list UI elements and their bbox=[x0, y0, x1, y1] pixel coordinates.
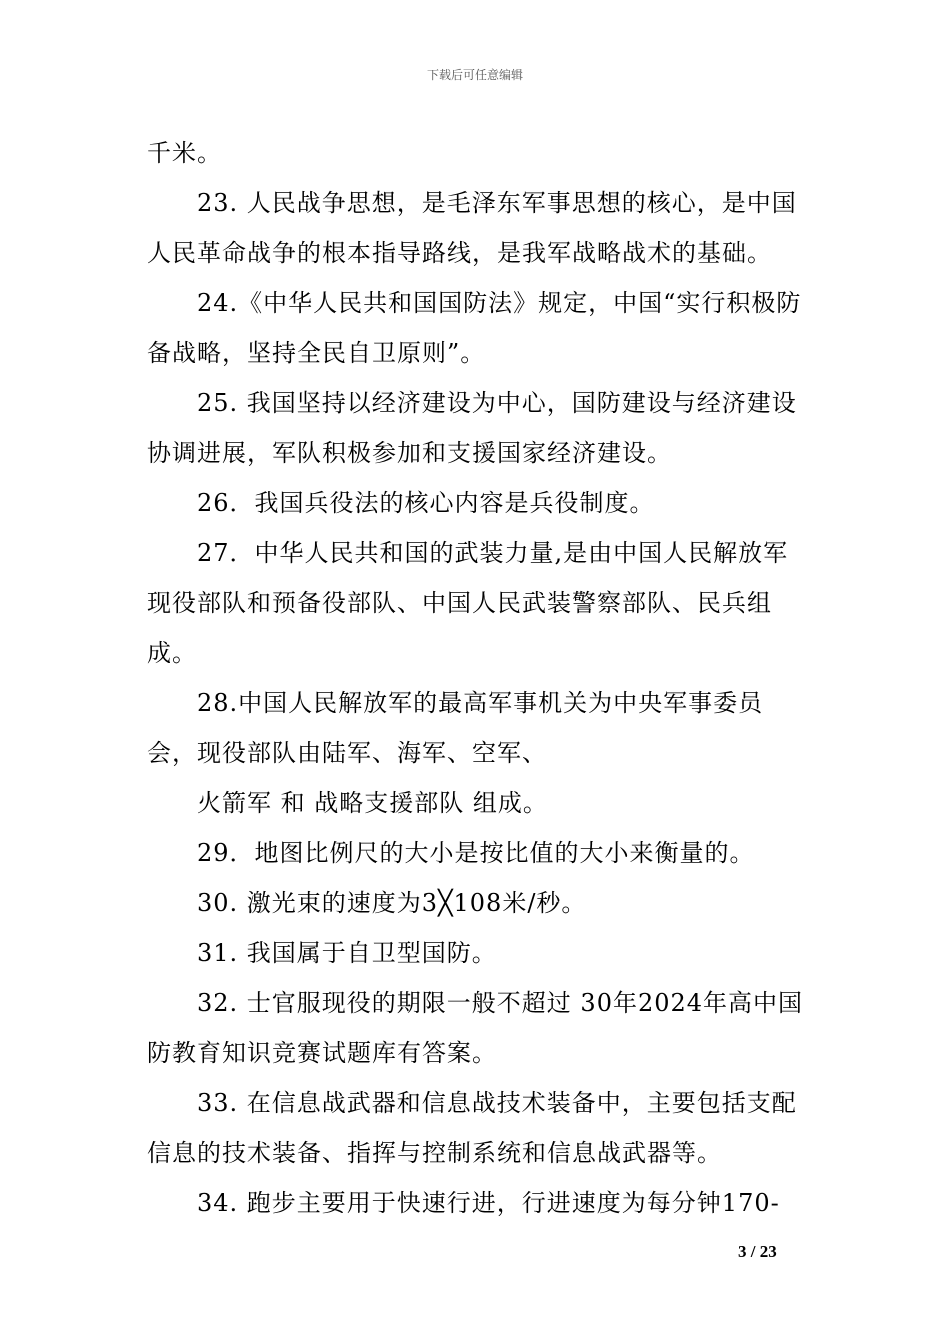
paragraph: 29．地图比例尺的大小是按比值的大小来衡量的。 bbox=[197, 839, 755, 867]
paragraph: 26．我国兵役法的核心内容是兵役制度。 bbox=[197, 489, 655, 517]
paragraph: 30. 激光束的速度为3╳108米/秒。 bbox=[197, 889, 587, 917]
document-body bbox=[147, 128, 812, 1228]
paragraph: 千米。 bbox=[147, 139, 222, 167]
paragraph: 24.《中华人民共和国国防法》规定，中国“实行积极防备战略，坚持全民自卫原则”。 bbox=[147, 289, 802, 367]
paragraph: 31. 我国属于自卫型国防。 bbox=[197, 939, 497, 967]
page-number: 3 / 23 bbox=[738, 1242, 777, 1261]
paragraph: 25. 我国坚持以经济建设为中心，国防建设与经济建设协调进展，军队积极参加和支援国家经济建设。 bbox=[147, 389, 797, 467]
paragraph: 32. 士官服现役的期限一般不超过 30年2024年高中国防教育知识竞赛试题库有答案。 bbox=[147, 989, 804, 1067]
page-header: 下载后可任意编辑 bbox=[426, 68, 523, 82]
paragraph: 23. 人民战争思想，是毛泽东军事思想的核心，是中国人民革命战争的根本指导路线，是我军战略战术的基础。 bbox=[147, 189, 797, 267]
paragraph: 27．中华人民共和国的武装力量,是由中国人民解放军现役部队和预备役部队、中国人民武装警察部队、民兵组成。 bbox=[147, 539, 789, 667]
paragraph: 28.中国人民解放军的最高军事机关为中央军事委员会，现役部队由陆军、海军、空军、 bbox=[147, 689, 764, 767]
paragraph: 33. 在信息战武器和信息战技术装备中，主要包括支配信息的技术装备、指挥与控制系统和信息战武器等。 bbox=[147, 1089, 797, 1167]
paragraph: 火箭军 和 战略支援部队 组成。 bbox=[197, 789, 548, 817]
paragraph: 34. 跑步主要用于快速行进，行进速度为每分钟170- bbox=[197, 1189, 780, 1217]
